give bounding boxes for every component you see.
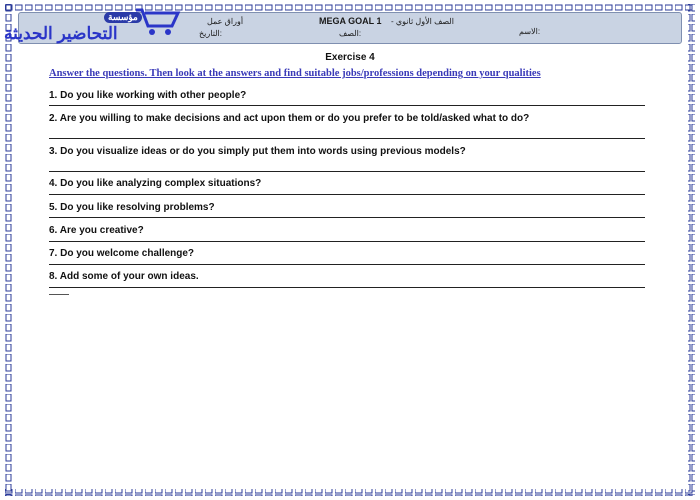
answer-line-stub [49,294,69,295]
answer-line-3 [49,171,645,172]
answer-line-5 [49,217,645,218]
question-5: 5. Do you like resolving problems? [49,202,215,213]
question-1: 1. Do you like working with other people? [49,90,247,101]
sheet-title-ar: أوراق عمل [207,17,244,26]
question-4: 4. Do you like analyzing complex situations? [49,178,262,189]
logo-subtitle: مؤسسة [104,12,142,23]
question-2: 2. Are you willing to make decisions and act upon them or do you prefer to be told/asked what to do? [49,113,530,124]
answer-line-4 [49,194,645,195]
exercise-title: Exercise 4 [325,52,375,63]
question-3: 3. Do you visualize ideas or do you simply put them into words using previous models? [49,146,466,157]
book-title: MEGA GOAL 1 [319,16,382,26]
question-8: 8. Add some of your own ideas. [49,271,199,282]
question-6: 6. Are you creative? [49,225,144,236]
grade-label: - الصف الأول ثانوي [391,17,454,26]
answer-line-7 [49,264,645,265]
publisher-logo [4,2,184,50]
answer-line-6 [49,241,645,242]
class-label: الصف: [339,29,362,38]
exercise-instructions: Answer the questions. Then look at the answers and find suitable jobs/professions depending on your qualities [49,68,541,79]
answer-line-1 [49,105,645,106]
answer-line-8 [49,287,645,288]
logo-text: التحاضير الحديثة [4,24,118,43]
date-label: التاريخ: [199,29,222,38]
name-label: الاسم: [519,27,541,36]
answer-line-2 [49,138,645,139]
question-7: 7. Do you welcome challenge? [49,248,195,259]
